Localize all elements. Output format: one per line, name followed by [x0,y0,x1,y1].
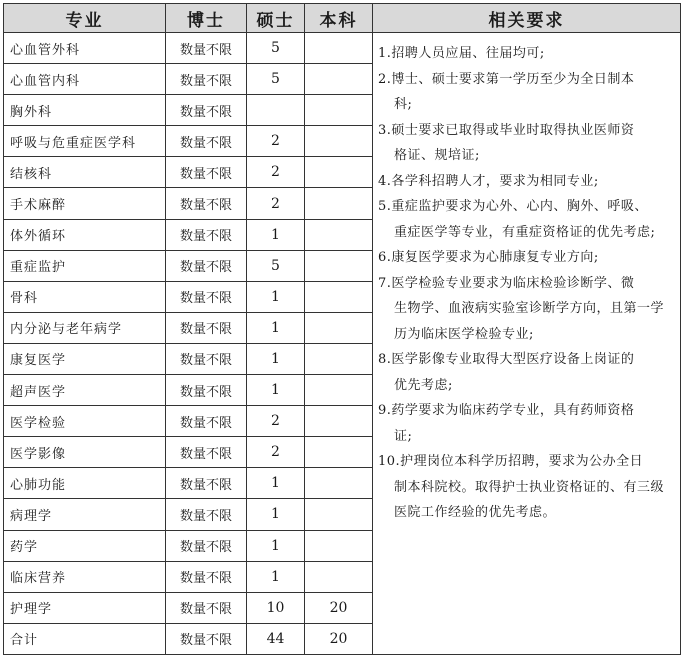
requirement-text: 1.招聘人员应届、往届均可; [378,46,545,61]
bachelor-cell [305,126,373,157]
header-phd: 博士 [166,4,247,33]
phd-cell: 数量不限 [166,592,247,623]
requirement-item [378,398,676,449]
master-cell: 2 [247,126,305,157]
bachelor-cell [305,219,373,250]
bachelor-cell [305,188,373,219]
requirement-text: 2.博士、硕士要求第一学历至少为全日制本 [378,71,635,87]
master-cell: 10 [247,592,305,623]
master-cell: 1 [247,375,305,406]
major-cell: 病理学 [4,499,166,530]
master-cell: 1 [247,281,305,312]
master-cell [247,95,305,126]
phd-cell: 数量不限 [166,219,247,250]
major-cell: 呼吸与危重症医学科 [4,126,166,157]
major-cell: 重症监护 [4,250,166,281]
major-cell: 骨科 [4,281,166,312]
bachelor-cell [305,406,373,437]
requirement-text-continued: 优先考虑; [394,377,453,393]
table-body [4,33,681,655]
major-cell: 合计 [4,623,166,654]
master-cell: 2 [247,157,305,188]
master-cell: 2 [247,406,305,437]
master-cell: 2 [247,188,305,219]
major-cell: 康复医学 [4,343,166,374]
requirement-item [378,194,676,245]
requirement-text: 6.康复医学要求为心肺康复专业方向; [378,250,599,265]
header-major: 专业 [4,4,166,33]
phd-cell: 数量不限 [166,157,247,188]
bachelor-cell [305,530,373,561]
major-cell: 内分泌与老年病学 [4,312,166,343]
major-cell: 手术麻醉 [4,188,166,219]
master-cell: 1 [247,468,305,499]
requirement-item [378,449,676,526]
phd-cell: 数量不限 [166,343,247,374]
requirement-text-continued: 格证、规培证; [394,148,480,163]
phd-cell: 数量不限 [166,250,247,281]
bachelor-cell [305,499,373,530]
header-bachelor: 本科 [305,4,373,33]
major-cell: 结核科 [4,157,166,188]
requirement-text: 4.各学科招聘人才，要求为相同专业; [378,173,599,189]
phd-cell: 数量不限 [166,561,247,592]
requirement-text: 8.医学影像专业取得大型医疗设备上岗证的 [378,352,635,367]
requirements-cell [373,33,681,655]
requirement-text: 10.护理岗位本科学历招聘，要求为公办全日 [378,454,644,469]
major-cell: 体外循环 [4,219,166,250]
bachelor-cell [305,64,373,95]
master-cell: 5 [247,33,305,64]
header-requirements: 相关要求 [373,4,681,33]
requirements-list [378,41,676,526]
major-cell: 心血管外科 [4,33,166,64]
phd-cell: 数量不限 [166,406,247,437]
phd-cell: 数量不限 [166,33,247,64]
bachelor-cell [305,375,373,406]
major-cell: 心肺功能 [4,468,166,499]
master-cell: 44 [247,623,305,654]
major-cell: 医学影像 [4,437,166,468]
phd-cell: 数量不限 [166,375,247,406]
requirement-item [378,347,676,398]
major-cell: 医学检验 [4,406,166,437]
bachelor-cell [305,95,373,126]
phd-cell: 数量不限 [166,312,247,343]
requirement-text: 5.重症监护要求为心外、心内、胸外、呼吸、 [378,199,648,214]
bachelor-cell: 20 [305,592,373,623]
phd-cell: 数量不限 [166,530,247,561]
bachelor-cell: 20 [305,623,373,654]
master-cell: 1 [247,312,305,343]
phd-cell: 数量不限 [166,499,247,530]
requirement-text-continued: 重症医学等专业，有重症资格证的优先考虑; [394,224,656,240]
requirement-item [378,169,676,195]
master-cell: 1 [247,530,305,561]
phd-cell: 数量不限 [166,623,247,654]
requirement-text-continued: 制本科院校。取得护士执业资格证的、有三级医院工作经验的优先考虑。 [394,479,665,520]
requirement-item [378,41,676,67]
phd-cell: 数量不限 [166,437,247,468]
phd-cell: 数量不限 [166,126,247,157]
bachelor-cell [305,343,373,374]
master-cell: 2 [247,437,305,468]
phd-cell: 数量不限 [166,468,247,499]
master-cell: 1 [247,499,305,530]
requirement-text: 7.医学检验专业要求为临床检验诊断学、微 [378,275,635,291]
master-cell: 1 [247,561,305,592]
bachelor-cell [305,468,373,499]
phd-cell: 数量不限 [166,188,247,219]
bachelor-cell [305,561,373,592]
bachelor-cell [305,312,373,343]
requirement-text-continued: 证; [394,428,413,444]
requirement-item [378,67,676,118]
phd-cell: 数量不限 [166,281,247,312]
requirement-text: 3.硕士要求已取得或毕业时取得执业医师资 [378,122,635,138]
major-cell: 药学 [4,530,166,561]
phd-cell: 数量不限 [166,64,247,95]
requirement-item [378,245,676,271]
major-cell: 胸外科 [4,95,166,126]
requirement-item [378,118,676,169]
recruitment-table [3,3,681,655]
master-cell: 1 [247,219,305,250]
requirement-text: 9.药学要求为临床药学专业，具有药师资格 [378,403,635,418]
master-cell: 5 [247,64,305,95]
bachelor-cell [305,281,373,312]
header-row [4,4,681,33]
header-master: 硕士 [247,4,305,33]
major-cell: 心血管内科 [4,64,166,95]
bachelor-cell [305,157,373,188]
master-cell: 1 [247,343,305,374]
master-cell: 5 [247,250,305,281]
major-cell: 护理学 [4,592,166,623]
requirement-text-continued: 科; [394,97,413,112]
table-row [4,33,681,64]
requirement-item [378,271,676,348]
major-cell: 临床营养 [4,561,166,592]
bachelor-cell [305,33,373,64]
bachelor-cell [305,250,373,281]
requirement-text-continued: 生物学、血液病实验室诊断学方向，且第一学历为临床医学检验专业; [394,301,665,342]
bachelor-cell [305,437,373,468]
phd-cell: 数量不限 [166,95,247,126]
major-cell: 超声医学 [4,375,166,406]
